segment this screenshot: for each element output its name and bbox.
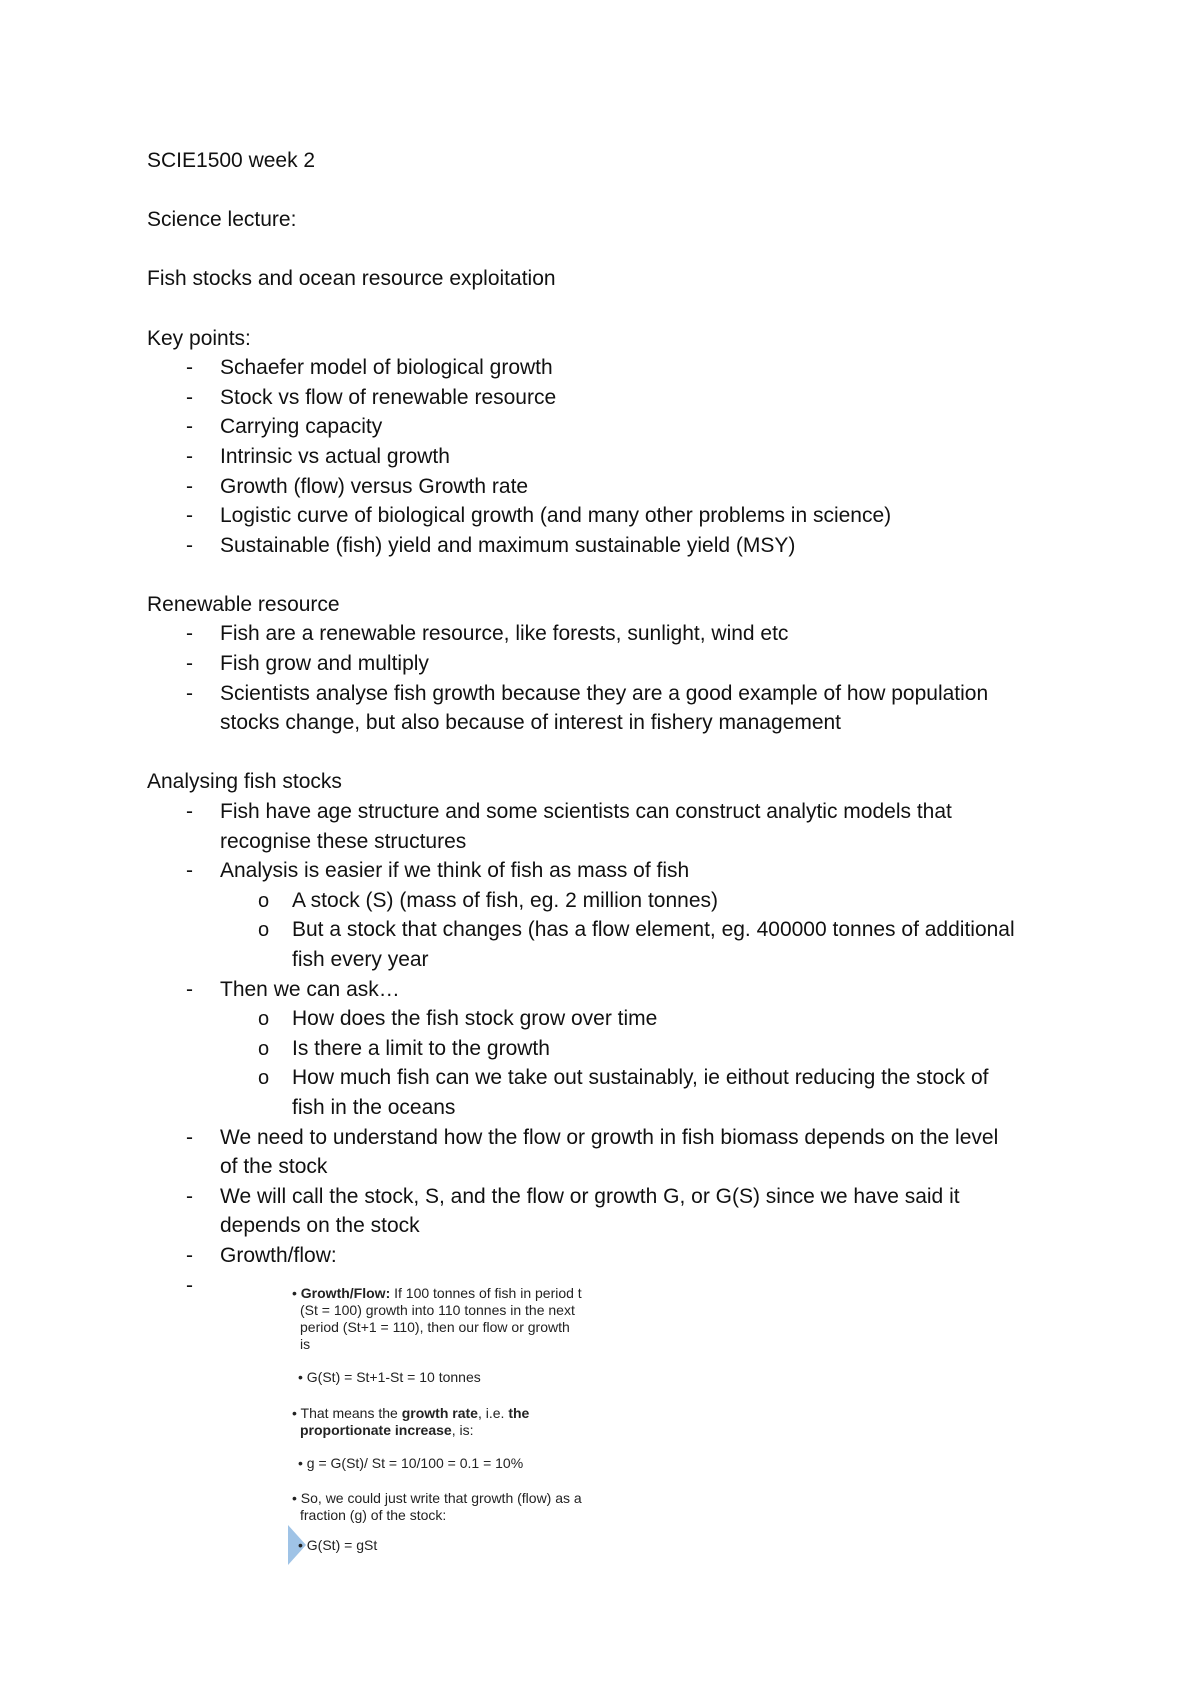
slide-equation-1: • G(St) = St+1-St = 10 tonnes — [298, 1369, 481, 1385]
bullet-dash: - — [186, 475, 193, 498]
renewable-point-cont: stocks change, but also because of interest in fishery management — [220, 711, 842, 734]
sub-point: Is there a limit to the growth — [292, 1037, 550, 1060]
slide-text: (St = 100) growth into 110 tonnes in the next — [300, 1302, 575, 1318]
slide-text: , is: — [451, 1422, 474, 1438]
sub-point: How does the fish stock grow over time — [292, 1007, 658, 1030]
slide-bullet-2-cont — [300, 1422, 473, 1439]
sub-point-cont: fish in the oceans — [292, 1096, 456, 1119]
slide-text: That means the — [300, 1405, 402, 1421]
bullet-circle: o — [258, 890, 270, 912]
slide-equation-text: G(St) = gSt — [306, 1537, 378, 1553]
bullet-dash: - — [186, 504, 193, 527]
sub-point: A stock (S) (mass of fish, eg. 2 million tonnes) — [292, 889, 718, 912]
slide-equation-2: • g = G(St)/ St = 10/100 = 0.1 = 10% — [298, 1455, 524, 1471]
slide-equation-text: g = G(St)/ St = 10/100 = 0.1 = 10% — [306, 1455, 524, 1471]
slide-bold-text: the — [508, 1405, 530, 1421]
slide-text: If 100 tonnes of fish in period t — [390, 1285, 582, 1301]
key-points-heading: Key points: — [147, 327, 251, 350]
slide-equation-text: G(St) = St+1-St = 10 tonnes — [306, 1369, 481, 1385]
analysing-point: Then we can ask… — [220, 978, 400, 1001]
sub-point: But a stock that changes (has a flow element, eg. 400000 tonnes of additional — [292, 918, 1015, 941]
bullet-dash: - — [186, 978, 193, 1001]
analysing-point: We need to understand how the flow or growth in fish biomass depends on the level — [220, 1126, 999, 1149]
bullet-dash: - — [186, 415, 193, 438]
bullet-dash: - — [186, 534, 193, 557]
slide-bold-text: proportionate increase — [300, 1422, 452, 1438]
doc-title: SCIE1500 week 2 — [147, 149, 316, 172]
slide-bullet-1: • Growth/Flow: If 100 tonnes of fish in period t — [292, 1285, 582, 1301]
bullet-dash: - — [186, 356, 193, 379]
slide-text: , i.e. — [477, 1405, 509, 1421]
analysing-point: Analysis is easier if we think of fish as mass of fish — [220, 859, 690, 882]
slide-text: is — [300, 1336, 311, 1352]
renewable-heading: Renewable resource — [147, 593, 340, 616]
slide-bullet-2: • That means the growth rate, i.e. the — [292, 1405, 530, 1421]
analysing-heading: Analysing fish stocks — [147, 770, 342, 793]
analysing-point: Growth/flow: — [220, 1244, 337, 1267]
sub-point-cont: fish every year — [292, 948, 429, 971]
bullet-dash: - — [186, 1244, 193, 1267]
bullet-dash: - — [186, 859, 193, 882]
slide-text: period (St+1 = 110), then our flow or growth — [300, 1319, 570, 1335]
slide-bullet-3: • So, we could just write that growth (flow) as a — [292, 1490, 582, 1506]
analysing-point: We will call the stock, S, and the flow or growth G, or G(S) since we have said it — [220, 1185, 960, 1208]
key-point: Logistic curve of biological growth (and many other problems in science) — [220, 504, 892, 527]
bullet-dash: - — [186, 1126, 193, 1149]
key-point: Carrying capacity — [220, 415, 383, 438]
bullet-dash: - — [186, 1185, 193, 1208]
key-point: Intrinsic vs actual growth — [220, 445, 450, 468]
topic-heading: Fish stocks and ocean resource exploitation — [147, 267, 556, 290]
slide-text: fraction (g) of the stock: — [300, 1507, 447, 1523]
bullet-dash: - — [186, 386, 193, 409]
bullet-circle: o — [258, 919, 270, 941]
slide-bold-text: growth rate — [401, 1405, 478, 1421]
bullet-dash: - — [186, 622, 193, 645]
renewable-point: Scientists analyse fish growth because they are a good example of how population — [220, 682, 989, 705]
renewable-point: Fish grow and multiply — [220, 652, 429, 675]
analysing-point-cont: of the stock — [220, 1155, 328, 1178]
bullet-dash: - — [186, 652, 193, 675]
bullet-dash: - — [186, 445, 193, 468]
key-point: Schaefer model of biological growth — [220, 356, 553, 379]
bullet-circle: o — [258, 1008, 270, 1030]
bullet-dash: - — [186, 682, 193, 705]
section-heading: Science lecture: — [147, 208, 297, 231]
slide-bold-text: Growth/Flow: — [300, 1285, 391, 1301]
sub-point: How much fish can we take out sustainably, ie eithout reducing the stock of — [292, 1066, 989, 1089]
bullet-circle: o — [258, 1067, 270, 1089]
key-point: Stock vs flow of renewable resource — [220, 386, 557, 409]
analysing-point-cont: depends on the stock — [220, 1214, 420, 1237]
slide-text: So, we could just write that growth (flow) as a — [300, 1490, 582, 1506]
key-point: Growth (flow) versus Growth rate — [220, 475, 529, 498]
bullet-dash: - — [186, 1274, 193, 1297]
bullet-dash: - — [186, 800, 193, 823]
analysing-point: Fish have age structure and some scientists can construct analytic models that — [220, 800, 952, 823]
analysing-point-cont: recognise these structures — [220, 830, 467, 853]
bullet-circle: o — [258, 1038, 270, 1060]
slide-equation-3: • G(St) = gSt — [298, 1537, 378, 1553]
key-point: Sustainable (fish) yield and maximum sustainable yield (MSY) — [220, 534, 796, 557]
renewable-point: Fish are a renewable resource, like forests, sunlight, wind etc — [220, 622, 789, 645]
embedded-slide-image — [292, 1285, 622, 1575]
